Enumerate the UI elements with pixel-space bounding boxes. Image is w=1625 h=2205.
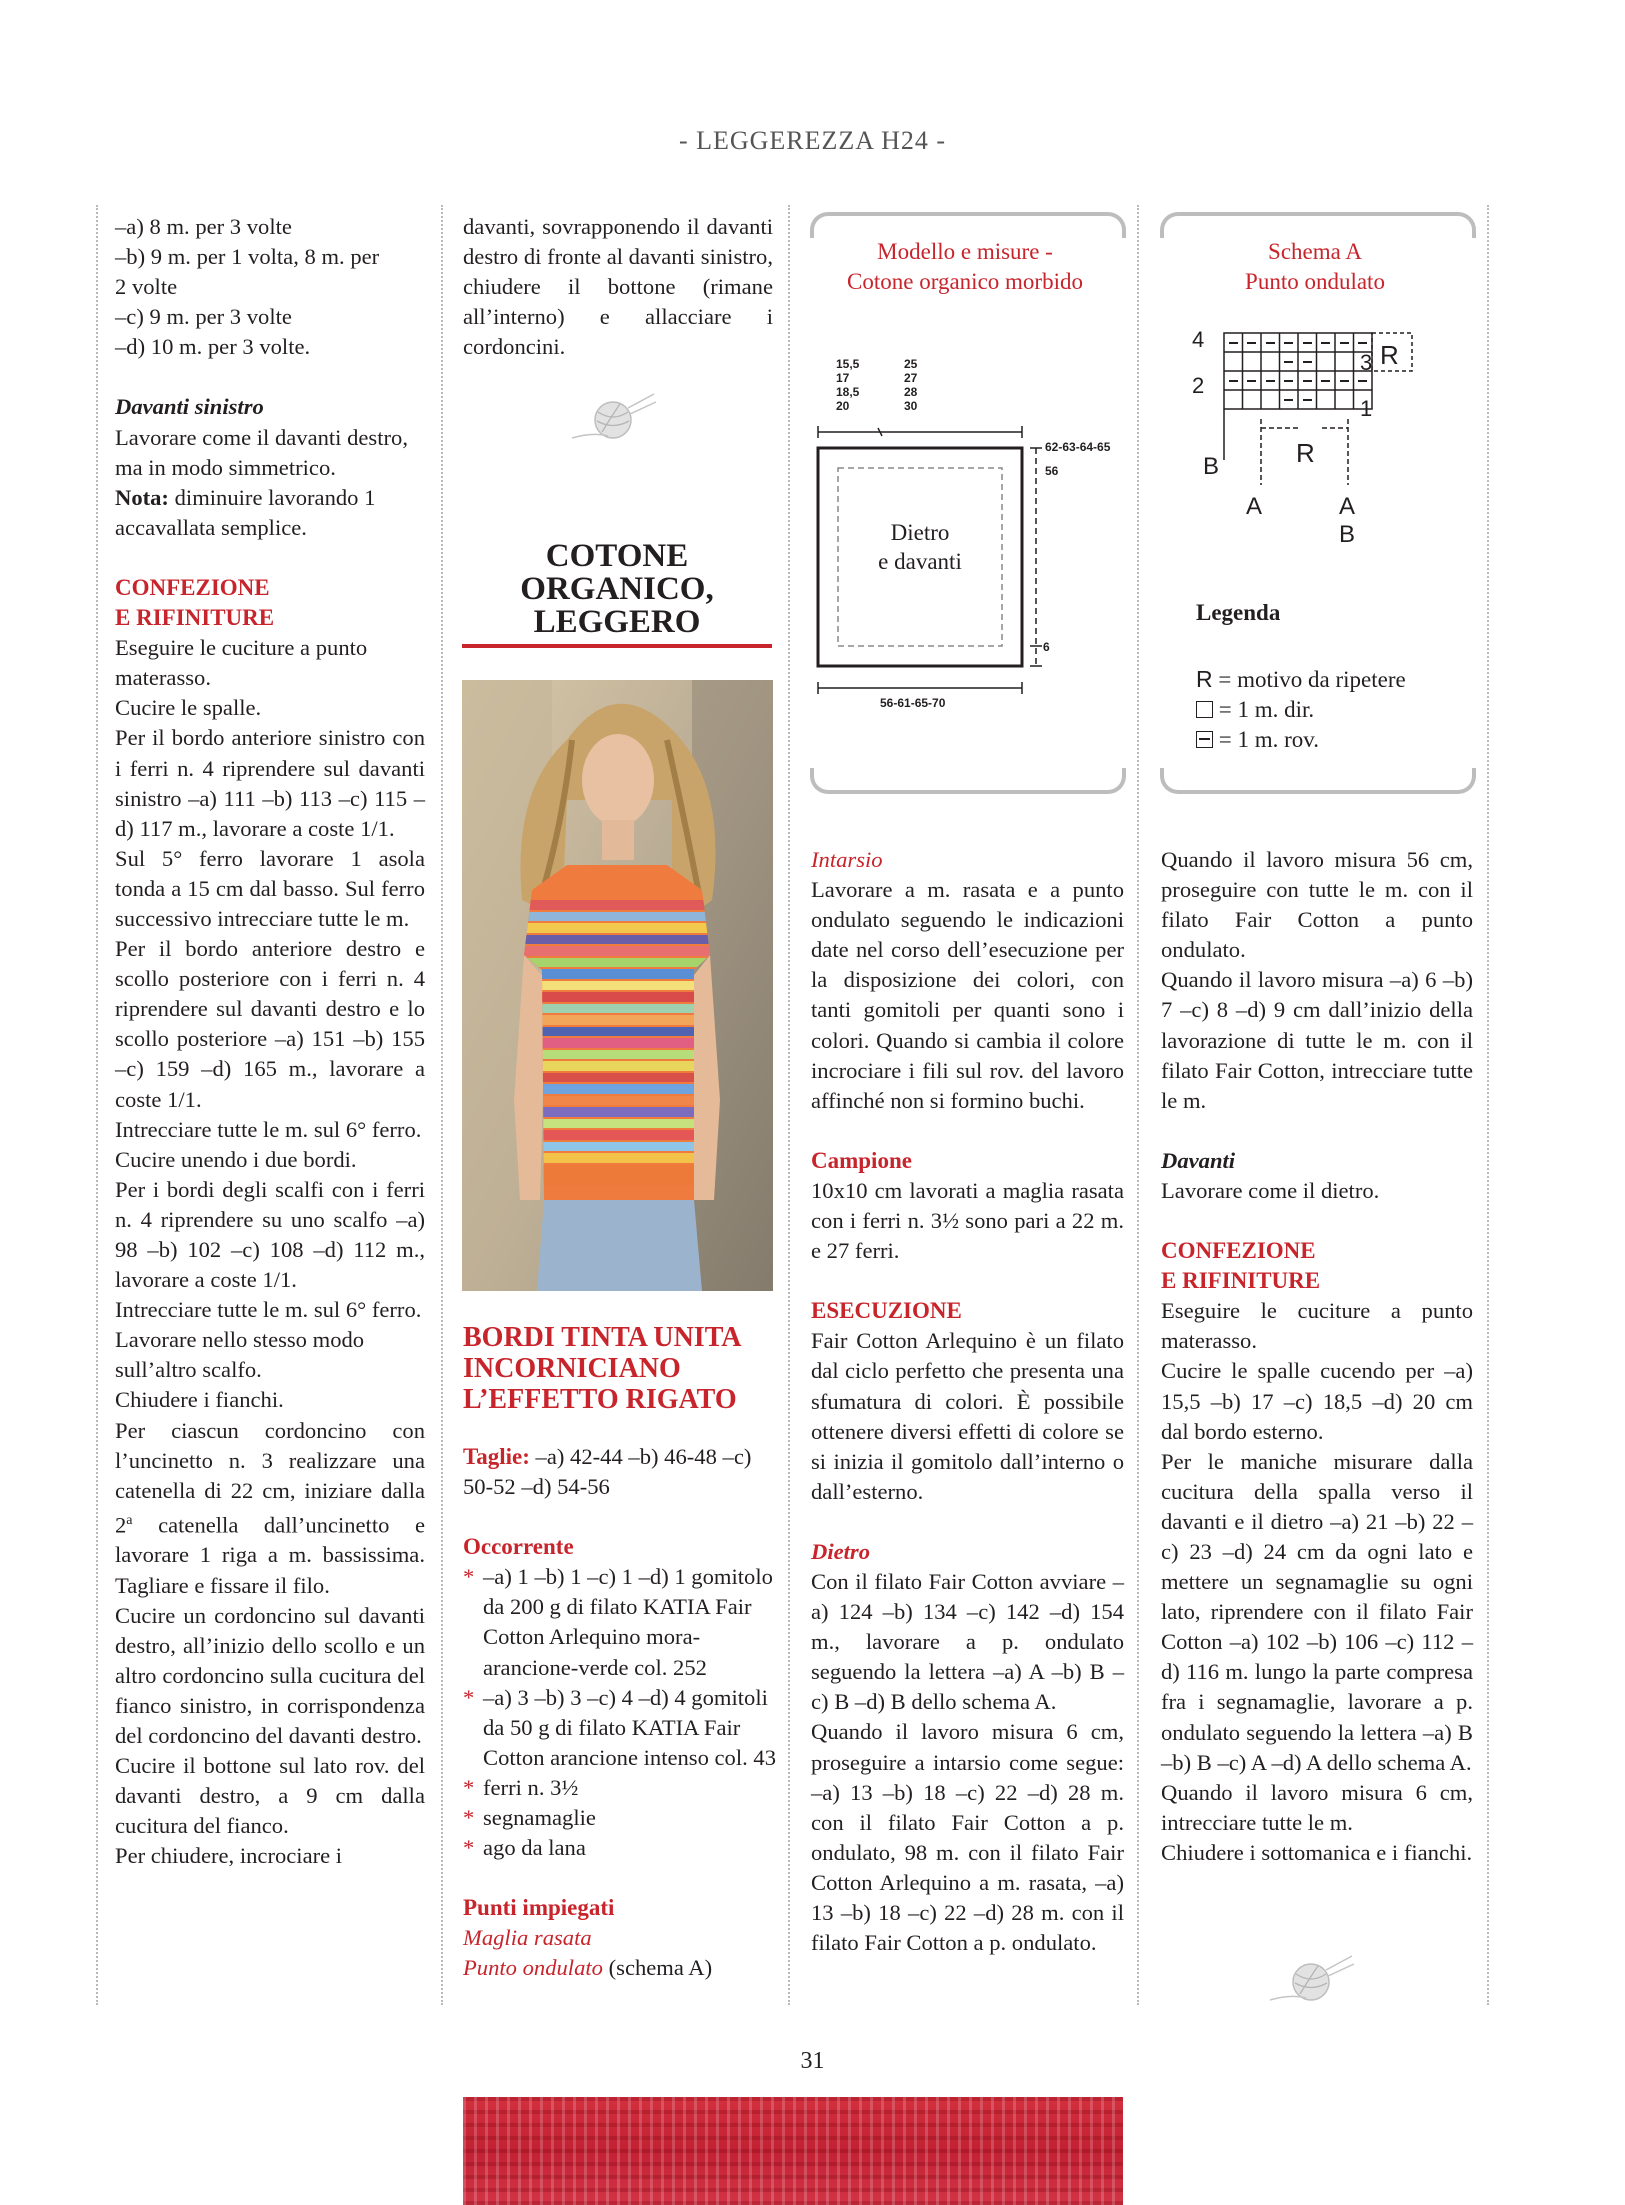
measure-value: 28 [904,385,918,399]
nota-text: diminuire lavorando 1 accavallata semplice. [115,484,376,540]
paragraph: Per il bordo anteriore destro e scollo posteriore con i ferri n. 4 riprendere sul davanti destro e lo scollo posteriore –a) 151 –b) 155 –c) 159 –d) 165 m., lavorare a coste 1/1. [115,936,425,1112]
bordi-title [463,1322,783,1415]
bullet: * [463,1774,475,1800]
taglie-label: Taglie: [463,1444,530,1469]
stitch-letter: A [1246,493,1263,520]
section-heading: E RIFINITURE [1161,1268,1321,1294]
section-heading: ESECUZIONE [811,1298,962,1324]
bullet: * [463,1835,475,1861]
legend-text: = 1 m. rov. [1218,727,1320,752]
column-divider [441,205,443,2005]
text-line: –b) 9 m. per 1 volta, 8 m. per [115,244,380,270]
list-item [463,1683,778,1773]
paragraph: Eseguire le cuciture a punto materasso. [115,635,368,691]
red-rule [462,644,772,648]
paragraph [115,483,425,543]
paragraph: Lavorare nello stesso modo sull’altro scalfo. [115,1327,365,1383]
column-1 [115,212,425,1872]
title-line: BORDI TINTA UNITA [463,1322,742,1353]
measure-value: 20 [836,399,850,413]
list-item-text: ferri n. 3½ [483,1774,579,1800]
text-line: –c) 9 m. per 3 volte [115,304,292,330]
paragraph: Quando il lavoro misura 6 cm, intrecciare tutte le m. [1161,1779,1473,1835]
row-number: 2 [1192,373,1205,398]
measure-value: 30 [904,399,918,413]
repeat-symbol: R [1196,666,1213,692]
paragraph: Quando il lavoro misura –a) 6 –b) 7 –c) 8 –d) 9 cm dall’inizio della lavorazione di tutte le m. con il filato Fair Cotton, intrecciare tutte le m. [1161,967,1473,1113]
row-number: 3 [1360,350,1373,375]
column-divider [1137,205,1139,2005]
paragraph: Lavorare a m. rasata e a punto ondulato seguendo le indicazioni date nel corso dell’esecuzione per la disposizione dei colori, con tanti gomitoli per quanti sono i colori. Quando si cambia il colore incrociare i fili sul rov. del lavoro affinché non si formino buchi. [811,877,1124,1113]
box-frame-bottom [810,768,1126,794]
section-heading: CONFEZIONE [115,574,270,600]
measure-value: 17 [836,371,850,385]
title-line: COTONE [545,538,689,574]
list-item [463,1833,778,1863]
measure-hem: 6 [1043,640,1050,654]
measure-left [836,357,859,413]
page-number: 31 [800,2048,825,2074]
column-divider [788,205,790,2005]
paragraph: Cucire le spalle. [115,695,262,721]
column-2-continuation: davanti, sovrapponendo il davanti destro di fronte al davanti sinistro, chiudere il bottone (rimane all’interno) e allacciare i cordoncini. [463,214,773,360]
superscript: a [126,1512,133,1528]
list-item-text: segnamaglie [483,1805,596,1831]
section-heading: CONFEZIONE [1161,1238,1316,1264]
paragraph: Cucire unendo i due bordi. [115,1146,357,1172]
measure-height-total: 62-63-64-65 [1045,440,1111,454]
bullet: * [463,1805,475,1831]
paragraph: 10x10 cm lavorati a maglia rasata con i ferri n. 3½ sono pari a 22 m. e 27 ferri. [811,1177,1124,1264]
legend-item [1196,725,1406,755]
cordoncino-text-cont: catenella dall’uncinetto e lavorare 1 riga a m. bassissima. Tagliare e fissare il filo. [115,1512,425,1598]
bullet: * [463,1564,475,1590]
list-item-text: –a) 1 –b) 1 –c) 1 –d) 1 gomitolo da 200 g di filato KATIA Fair Cotton Arlequino mora-arancione-verde col. 252 [483,1564,773,1680]
box-frame-top [810,212,1126,238]
stitch-letter: B [1203,453,1220,480]
stitch-name: Maglia rasata [463,1925,592,1951]
list-item-text: ago da lana [483,1835,586,1861]
section-title [462,540,772,639]
text-line: –a) 8 m. per 3 volte [115,214,292,239]
label-line: e davanti [878,549,962,574]
paragraph: Per chiudere, incrociare i [115,1843,343,1869]
list-item [463,1803,778,1833]
subheading: Davanti [1161,1147,1236,1173]
title-line: Modello e misure - [877,239,1053,264]
cordoncino-text: Per ciascun cordoncino con l’uncinetto n. 3 realizzare una catenella di 22 cm, iniziare dalla 2 [115,1417,425,1538]
paragraph: Lavorare come il davanti destro, ma in modo simmetrico. [115,424,408,480]
stitch-letter: A [1339,493,1356,520]
bullet: * [463,1684,475,1710]
legend-text: = 1 m. dir. [1218,697,1315,722]
yarn-ball-icon [568,388,658,448]
measure-value: 15,5 [836,357,860,371]
legend [1196,664,1406,755]
measure-height-part: 56 [1045,464,1059,478]
stitch-letter: B [1339,521,1356,548]
section-heading: E RIFINITURE [115,605,275,631]
text-line: –d) 10 m. per 3 volte. [115,334,311,360]
model-box-title [805,237,1125,297]
running-head: - LEGGEREZZA H24 - [678,126,947,155]
paragraph: Chiudere i sottomanica e i fianchi. [1161,1839,1473,1865]
section-heading: Punti impiegati [463,1895,615,1921]
paragraph: Intrecciare tutte le m. sul 6° ferro. [115,1297,422,1323]
subheading: Intarsio [811,847,883,872]
legend-title: Legenda [1196,600,1281,625]
row-number: 1 [1360,396,1373,421]
knit-box-icon [1196,701,1213,718]
model-photo [462,680,773,1291]
paragraph: Cucire un cordoncino sul davanti destro, all’inizio dello scollo e un altro cordoncino sulla cucitura del fianco sinistro, in corrispondenza del cordoncino del davanti destro. [115,1602,425,1749]
occorrente-list [463,1562,778,1863]
column-divider [96,205,98,2005]
title-line: Punto ondulato [1245,269,1385,294]
paragraph: Cucire le spalle cucendo per –a) 15,5 –b) 17 –c) 18,5 –d) 20 cm dal bordo esterno. [1161,1358,1473,1444]
title-line: INCORNICIANO [463,1353,681,1384]
section-heading: Occorrente [463,1534,574,1560]
column-divider [1487,205,1489,2005]
purl-box-icon [1196,731,1213,748]
paragraph: Fair Cotton Arlequino è un filato dal ciclo perfetto che presenta una sfumatura di colori. È possibile ottenere diversi effetti di colore se si inizia il gomitolo dall’interno o dall’esterno. [811,1328,1124,1504]
paragraph: Sul 5° ferro lavorare 1 asola tonda a 15 cm dal basso. Sul ferro successivo intrecciare tutte le m. [115,845,425,931]
legend-text: = motivo da ripetere [1218,667,1406,692]
knit-texture-band [463,2097,1123,2205]
title-line: L’EFFETTO RIGATO [463,1384,737,1415]
section-heading: Campione [811,1147,912,1173]
list-item-text: –a) 3 –b) 3 –c) 4 –d) 4 gomitoli da 50 g di filato KATIA Fair Cotton arancione intenso col. 43 [483,1684,777,1770]
title-line: Schema A [1268,239,1362,264]
paragraph: Cucire il bottone sul lato rov. del davanti destro, a 9 cm dalla cucitura del fianco. [115,1753,425,1839]
paragraph: Lavorare come il dietro. [1161,1177,1380,1203]
text-line: 2 volte [115,274,178,300]
label-line: Dietro [890,520,950,545]
nota-label: Nota: [115,484,169,510]
title-line: ORGANICO, [520,571,714,607]
paragraph [463,1953,778,1983]
measure-width: 56-61-65-70 [880,696,946,710]
paragraph: Eseguire le cuciture a punto materasso. [1161,1298,1473,1354]
repeat-label: R [1296,438,1315,468]
measure-value: 25 [904,357,918,371]
box-frame-top [1160,212,1476,238]
paragraph: Quando il lavoro misura 6 cm, proseguire a intarsio come segue: –a) 13 –b) 18 –c) 22 –d) 28 m. con il filato Fair Cotton a p. ondulato, 98 m. con il filato Fair Cotton Arlequino a m. rasata, –a) 13 –b) 18 –c) 22 –d) 28 m. con il filato Fair Cotton a p. ondulato. [811,1719,1124,1956]
paragraph: Chiudere i fianchi. [115,1387,284,1413]
measure-right [904,357,917,413]
paragraph: Per i bordi degli scalfi con i ferri n. 4 riprendere su uno scalfo –a) 98 –b) 102 –c) 108 –d) 112 m., lavorare a coste 1/1. [115,1176,425,1293]
stitch-name: Punto ondulato [463,1955,603,1981]
stitch-suffix: (schema A) [608,1955,713,1981]
schema-box-title [1155,237,1475,297]
legend-item [1196,695,1406,725]
title-line: Cotone organico morbido [847,269,1083,294]
repeat-label: R [1380,340,1399,370]
measure-value: 27 [904,371,918,385]
column-4 [1161,845,1473,1868]
taglie-text: –a) 42-44 –b) 46-48 –c) 50-52 –d) 54-56 [463,1444,752,1500]
row-number: 4 [1192,327,1205,352]
paragraph: Intrecciare tutte le m. sul 6° ferro. [115,1116,422,1142]
box-frame-bottom [1160,768,1476,794]
title-line: LEGGERO [533,604,701,640]
paragraph: Per il bordo anteriore sinistro con i ferri n. 4 riprendere sul davanti sinistro –a) 111 –b) 113 –c) 115 –d) 117 m., lavorare a coste 1/1. [115,725,425,841]
yarn-ball-icon [1266,1950,1356,2010]
column-3 [811,845,1124,1958]
paragraph [115,1416,425,1601]
paragraph: Per le maniche misurare dalla cucitura della spalla verso il davanti e il dietro –a) 21 –b) 22 –c) 23 –d) 24 cm da ogni lato e mettere un segnamaglie su ogni lato, riprendere con il filato Fair Cotton –a) 102 –b) 106 –c) 112 –d) 116 m. lungo la parte compresa fra i segnamaglie, lavorare a p. ondulato seguendo la lettera –a) B –b) B –c) A –d) A dello schema A. [1161,1448,1473,1775]
paragraph: Quando il lavoro misura 56 cm, proseguire con tutte le m. con il filato Fair Cotton a punto ondulato. [1161,847,1473,963]
measure-value: 18,5 [836,385,860,399]
subheading: Dietro [811,1538,870,1564]
paragraph: Con il filato Fair Cotton avviare –a) 124 –b) 134 –c) 142 –d) 154 m., lavorare a p. ondulato seguendo la lettera –a) A –b) B –c) B –d) B dello schema A. [811,1568,1124,1715]
paragraph [463,1442,778,1502]
list-item [463,1773,778,1803]
subheading: Davanti sinistro [115,394,264,420]
column-2-lower [463,1442,778,1984]
list-item [463,1562,778,1682]
piece-label [855,518,985,576]
legend-item [1196,664,1406,695]
